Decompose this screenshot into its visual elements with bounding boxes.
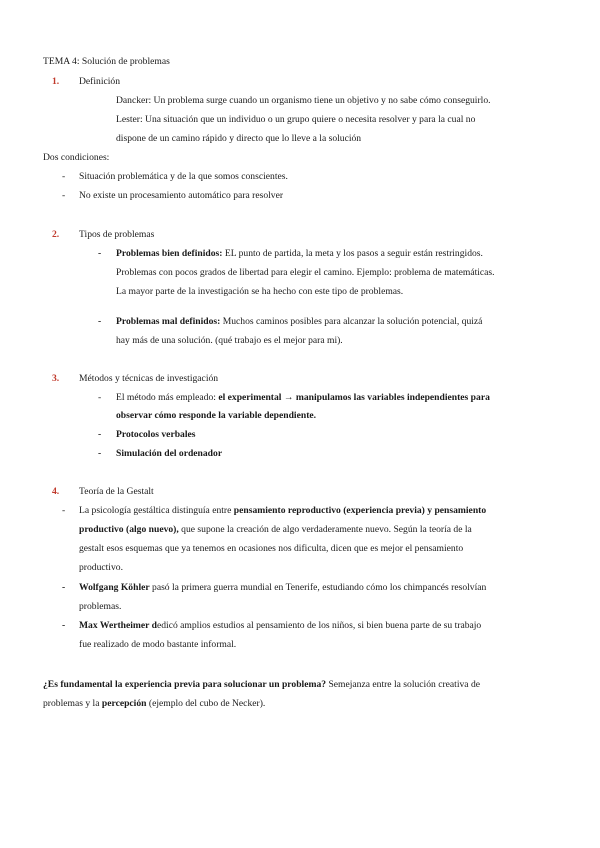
bullet-dash: - [98, 448, 102, 459]
document-title: TEMA 4: Solución de problemas [43, 56, 170, 67]
ill-defined-text: Muchos caminos posibles para alcanzar la solución potencial, quizá [220, 316, 483, 327]
definition-dancker: Dancker: Un problema surge cuando un organismo tiene un objetivo y no sabe cómo conseguirlo. [116, 95, 491, 106]
section-3-heading: Métodos y técnicas de investigación [79, 373, 219, 384]
method-experimental-bold: el experimental → manipulamos las variables independientes para [218, 392, 490, 403]
well-defined-line-1 [116, 248, 483, 260]
wertheimer-line-2: fue realizado de modo bastante informal. [79, 639, 237, 650]
ill-defined-term: Problemas mal definidos: [116, 316, 221, 327]
section-1-number: 1. [52, 76, 60, 87]
well-defined-line-2: Problemas con pocos grados de libertad para elegir el camino. Ejemplo: problema de matemáticas. [116, 267, 495, 278]
definition-lester-line-1: Lester: Una situación que un individuo o un grupo quiere o necesita resolver y para la cual no [116, 114, 476, 125]
kohler-line-2: problemas. [79, 601, 122, 612]
bullet-dash: - [98, 248, 102, 259]
closing-question-line-1 [43, 679, 480, 691]
bullet-dash: - [62, 171, 66, 182]
well-defined-text: EL punto de partida, la meta y los pasos a seguir están restringidos. [222, 248, 483, 259]
gestalt-line-3: gestalt esos esquemas que ya tenemos en ocasiones nos dificulta, dicen que es mejor el pensamiento [79, 543, 464, 554]
condition-item-1: Situación problemática y de la que somos conscientes. [79, 171, 288, 182]
closing-question-text: Semejanza entre la solución creativa de [326, 679, 481, 690]
definition-lester-line-2: dispone de un camino rápido y directo que lo lleve a la solución [116, 133, 362, 144]
wertheimer-name: Max Wertheimer d [79, 620, 157, 631]
bullet-dash: - [98, 316, 102, 327]
section-3-number: 3. [52, 373, 60, 384]
closing-question-line-2 [43, 698, 265, 710]
method-verbal-protocols: Protocolos verbales [116, 429, 196, 440]
bullet-dash: - [98, 392, 102, 403]
bullet-dash: - [98, 429, 102, 440]
productive-thinking-term: productivo (algo nuevo), [79, 524, 179, 535]
gestalt-line-1 [79, 505, 486, 517]
bullet-dash: - [62, 582, 66, 593]
closing-line-2-lead: problemas y la [43, 698, 102, 709]
method-lead-text: El método más empleado: [116, 392, 219, 403]
gestalt-line-2 [79, 524, 472, 536]
section-2-heading: Tipos de problemas [79, 229, 155, 240]
method-computer-simulation: Simulación del ordenador [116, 448, 223, 459]
closing-question: ¿Es fundamental la experiencia previa para solucionar un problema? [43, 679, 327, 690]
closing-line-2-text: (ejemplo del cubo de Necker). [146, 698, 266, 709]
ill-defined-line-1 [116, 316, 482, 328]
conditions-heading: Dos condiciones: [43, 152, 110, 163]
section-1-heading: Definición [79, 76, 121, 87]
ill-defined-line-2: hay más de una solución. (qué trabajo es el mejor para mi). [116, 335, 343, 346]
gestalt-lead-text: La psicología gestáltica distinguía entre [79, 505, 234, 516]
method-experimental-line-1 [116, 392, 490, 404]
gestalt-thinking-types: pensamiento reproductivo (experiencia previa) y pensamiento [233, 505, 487, 516]
kohler-text: pasó la primera guerra mundial en Tenerife, estudiando cómo los chimpancés resolvían [149, 582, 487, 593]
bullet-dash: - [62, 505, 66, 516]
kohler-line-1 [79, 582, 486, 594]
bullet-dash: - [62, 620, 66, 631]
kohler-name: Wolfgang Köhler [79, 582, 150, 593]
perception-term: percepción [101, 698, 147, 709]
section-4-heading: Teoría de la Gestalt [79, 486, 154, 497]
section-2-number: 2. [52, 229, 60, 240]
gestalt-line-4: productivo. [79, 562, 123, 573]
wertheimer-line-1 [79, 620, 481, 632]
wertheimer-text: edicó amplios estudios al pensamiento de los niños, si bien buena parte de su trabajo [156, 620, 482, 631]
condition-item-2: No existe un procesamiento automático para resolver [79, 190, 284, 201]
well-defined-term: Problemas bien definidos: [116, 248, 223, 259]
section-4-number: 4. [52, 486, 60, 497]
bullet-dash: - [62, 190, 66, 201]
well-defined-line-3: La mayor parte de la investigación se ha hecho con este tipo de problemas. [116, 286, 404, 297]
method-experimental-line-2: observar cómo responde la variable dependiente. [116, 410, 317, 421]
gestalt-line-2-text: que supone la creación de algo verdaderamente nuevo. Según la teoría de la [178, 524, 472, 535]
